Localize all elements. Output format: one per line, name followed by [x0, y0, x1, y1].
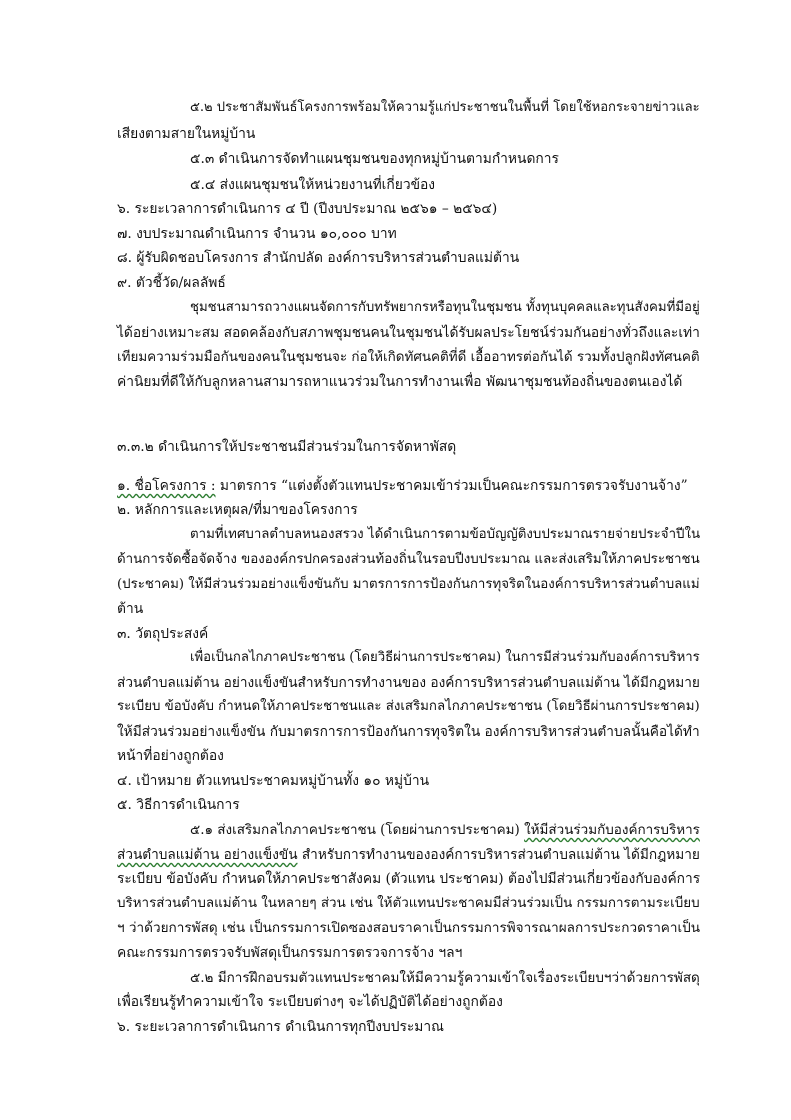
- rationale-line-4: ต้าน: [117, 601, 144, 617]
- method-5-1-line-1: [190, 820, 700, 840]
- item-9-paragraph-line-3: เทียมความร่วมมือกันของคนในชุมชนจะ ก่อให้เกิดทัศนคติที่ดี เอื้ออาทรต่อกันได้ รวมทั้งปลูกฝังทัศนคติ: [117, 350, 700, 365]
- method-5-1-line-5: ฯ ว่าด้วยการพัสดุ เช่น เป็นกรรมการเปิดซองสอบราคาเป็นกรรมการพิจารณาผลการประกวดราคาเป็น: [117, 920, 701, 936]
- method-5-2-line-1: ๕.๒ มีการฝึกอบรมตัวแทนประชาคมให้มีความรู้ความเข้าใจเรื่องระเบียบฯว่าด้วยการพัสดุ: [190, 970, 700, 986]
- method-5-1-line-3: ระเบียบ ข้อบังคับ กำหนดให้ภาคประชาสังคม (ตัวแทน ประชาคม) ต้องไปมีส่วนเกี่ยวข้องกับองค์การ: [117, 871, 701, 887]
- item-5-2-line-1: ๕.๒ ประชาสัมพันธ์โครงการพร้อมให้ความรู้แก่ประชาชนในพื้นที่ โดยใช้หอกระจายข่าวและ: [190, 100, 700, 115]
- objective-line-1: เพื่อเป็นกลไกภาคประชาชน (โดยวิธีผ่านการประชาคม) ในการมีส่วนร่วมกับองค์การบริหาร: [190, 650, 700, 665]
- item-6-duration: ๖. ระยะเวลาการดำเนินการ ๔ ปี (ปีงบประมาณ ๒๕๖๑ – ๒๕๖๔): [117, 201, 498, 217]
- method-5-1-line-4: บริหารส่วนตำบลแม่ต้าน ในหลายๆ ส่วน เช่น ให้ตัวแทนประชาคมมีส่วนร่วมเป็น กรรมการตามระเบียบ: [117, 896, 700, 911]
- item-5-2-line-2: เสียงตามสายในหมู่บ้าน: [117, 126, 256, 142]
- method-5-1-line-2: [117, 845, 700, 865]
- project-name-value: มาตรการ “แต่งตั้งตัวแทนประชาคมเข้าร่วมเป็นคณะกรรมการตรวจรับงานจ้าง”: [215, 478, 688, 494]
- objective-line-4: ให้มีส่วนร่วมอย่างแข็งขัน กับมาตรการการป้องกันการทุจริตใน องค์การบริหารส่วนตำบลนั้นคือได้ทำ: [117, 724, 700, 740]
- item-5-4: ๕.๔ ส่งแผนชุมชนให้หน่วยงานที่เกี่ยวข้อง: [190, 177, 436, 193]
- method-5-1-text-b: ให้มีส่วนร่วมกับองค์การบริหาร: [524, 822, 700, 838]
- objective-line-3: ระเบียบ ข้อบังคับ กำหนดให้ภาคประชาชนและ ส่งเสริมกลไกภาคประชาชน (โดยวิธีผ่านการประชาคม): [117, 699, 700, 714]
- item-8-responsible: ๘. ผู้รับผิดชอบโครงการ สำนักปลัด องค์การบริหารส่วนตำบลแม่ต้าน: [117, 250, 520, 266]
- project-name-line: [117, 476, 688, 496]
- objective-line-5: หน้าที่อย่างถูกต้อง: [117, 748, 224, 764]
- target-line: ๔. เป้าหมาย ตัวแทนประชาคมหมู่บ้านทั้ง ๑๐ หมู่บ้าน: [117, 773, 430, 789]
- project-name-label: ๑. ชื่อโครงการ :: [117, 478, 216, 494]
- item-5-3: ๕.๓ ดำเนินการจัดทำแผนชุมชนของทุกหมู่บ้านตามกำหนดการ: [190, 151, 559, 167]
- method-5-1-text-a: ๕.๑ ส่งเสริมกลไกภาคประชาชน (โดยผ่านการประชาคม): [190, 822, 525, 838]
- duration-line: ๖. ระยะเวลาการดำเนินการ ดำเนินการทุกปีงบประมาณ: [117, 1019, 444, 1035]
- method-5-1-line-6: คณะกรรมการตรวจรับพัสดุเป็นกรรมการตรวจการจ้าง ฯลฯ: [117, 945, 463, 961]
- item-9-paragraph-line-2: ได้อย่างเหมาะสม สอดคล้องกับสภาพชุมชนคนในชุมชนได้รับผลประโยชน์ร่วมกันอย่างทั่วถึงและเท่า: [117, 325, 700, 341]
- item-9-paragraph-line-4: ค่านิยมที่ดีให้กับลูกหลานสามารถหาแนวร่วมในการทำงานเพื่อ พัฒนาชุมชนท้องถิ่นของตนเองได้: [117, 374, 683, 390]
- method-5-1-text-d: สำหรับการทำงานขององค์การบริหารส่วนตำบลแม่ต้าน ได้มีกฎหมาย: [297, 847, 700, 863]
- method-5-1-text-c: ส่วนตำบลแม่ต้าน อย่างแข็งขัน: [117, 847, 298, 863]
- objective-line-2: ส่วนตำบลแม่ต้าน อย่างแข็งขันสำหรับการทำงานของ องค์การบริหารส่วนตำบลแม่ต้าน ได้มีกฎหมาย: [117, 675, 700, 691]
- section-heading: ๓.๓.๒ ดำเนินการให้ประชาชนมีส่วนร่วมในการจัดหาพัสดุ: [117, 439, 457, 455]
- item-9-indicator: ๙. ตัวชี้วัด/ผลลัพธ์: [117, 275, 226, 291]
- objective-heading: ๓. วัตถุประสงค์: [117, 626, 209, 642]
- item-9-paragraph-line-1: ชุมชนสามารถวางแผนจัดการกับทรัพยากรหรือทุนในชุมชน ทั้งทุนบุคคลและทุนสังคมที่มีอยู่: [190, 300, 700, 315]
- rationale-line-2: ด้านการจัดซื้อจัดจ้าง ขององค์กรปกครองส่วนท้องถิ่นในรอบปีงบประมาณ และส่งเสริมให้ภาคประชาชน: [117, 552, 700, 567]
- item-7-budget: ๗. งบประมาณดำเนินการ จำนวน ๑๐,๐๐๐ บาท: [117, 226, 397, 242]
- rationale-heading: ๒. หลักการและเหตุผล/ที่มาของโครงการ: [117, 502, 358, 518]
- method-heading: ๕. วิธีการดำเนินการ: [117, 797, 240, 813]
- rationale-line-1: ตามที่เทศบาลตำบลหนองสรวง ได้ดำเนินการตามข้อบัญญัติงบประมาณรายจ่ายประจำปีใน: [190, 527, 701, 542]
- rationale-line-3: (ประชาคม) ให้มีส่วนร่วมอย่างแข็งขันกับ มาตรการการป้องกันการทุจริตในองค์การบริหารส่วนตำบลแม่: [117, 577, 700, 592]
- method-5-2-line-2: เพื่อเรียนรู้ทำความเข้าใจ ระเบียบต่างๆ จะได้ปฏิบัติได้อย่างถูกต้อง: [117, 994, 503, 1010]
